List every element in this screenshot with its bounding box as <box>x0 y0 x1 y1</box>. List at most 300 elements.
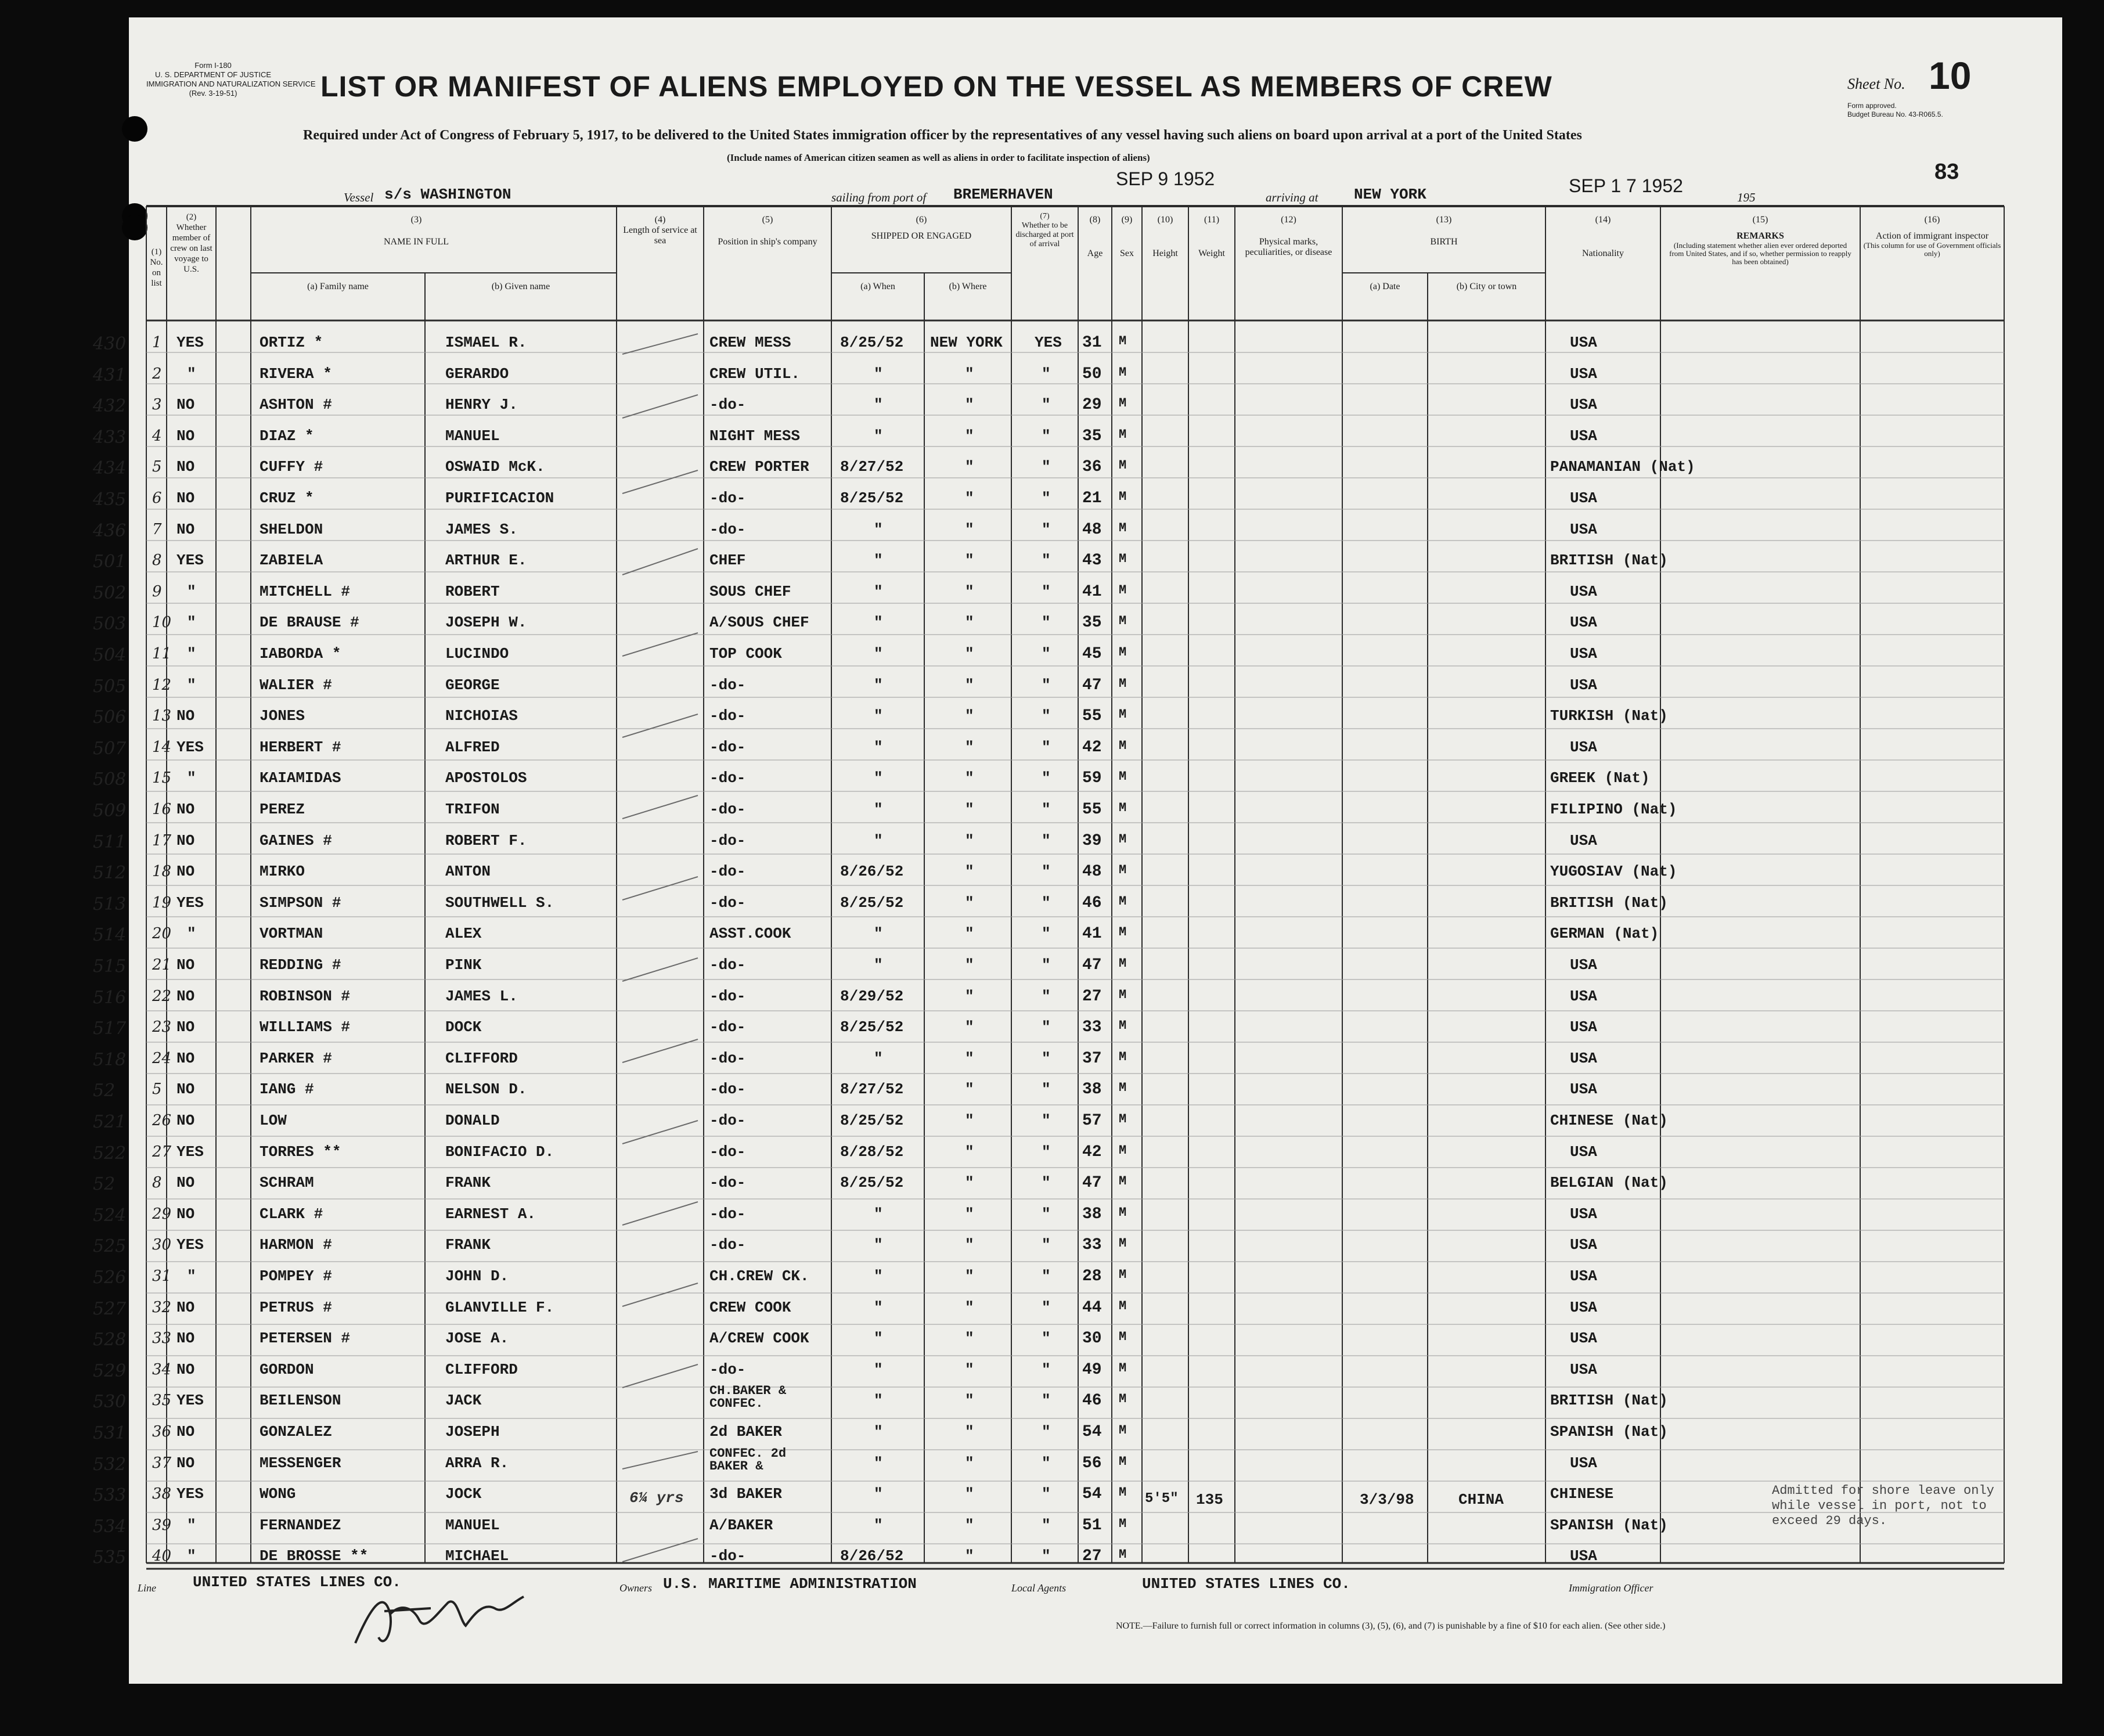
row-number: 2 <box>152 365 162 383</box>
shipped-when-cell: " <box>874 520 883 538</box>
given-name-cell: BONIFACIO D. <box>445 1143 554 1161</box>
family-name-cell: HERBERT # <box>260 738 341 756</box>
row-ref-number: 503 <box>93 614 127 635</box>
family-name-cell: PETRUS # <box>260 1298 332 1316</box>
vessel-name: s/s WASHINGTON <box>384 186 511 203</box>
shipped-where-cell: " <box>965 1298 974 1316</box>
discharge-cell: " <box>1042 1112 1051 1129</box>
row-number: 8 <box>152 552 162 570</box>
header-service <box>617 215 704 246</box>
shipped-when-cell: 8/27/52 <box>840 1081 904 1098</box>
discharge-cell: " <box>1042 614 1051 632</box>
nationality-cell: USA <box>1570 1360 1597 1378</box>
position-cell: CONFEC. 2d BAKER & <box>709 1446 787 1474</box>
age-cell: 43 <box>1082 552 1102 570</box>
shipped-when-cell: " <box>874 614 883 632</box>
agents-label: Local Agents <box>1011 1582 1067 1594</box>
discharge-cell: " <box>1042 1298 1051 1316</box>
shipped-where-cell: " <box>965 1423 974 1440</box>
row-number: 12 <box>152 676 172 694</box>
given-name-cell: JAMES S. <box>445 520 518 538</box>
shipped-when-cell: " <box>874 769 883 787</box>
sailing-label: sailing from port of <box>831 190 927 204</box>
prior-voyage-cell: NO <box>176 1360 195 1378</box>
row-ref-number: 527 <box>93 1298 127 1319</box>
position-cell: SOUS CHEF <box>709 582 791 600</box>
shipped-where-cell: " <box>965 676 974 694</box>
family-name-cell: ZABIELA <box>260 552 323 570</box>
given-name-cell: MANUEL <box>445 1516 500 1534</box>
row-number: 21 <box>152 956 172 974</box>
family-name-cell: GONZALEZ <box>260 1423 332 1440</box>
nationality-cell: USA <box>1570 365 1597 383</box>
shipped-where-cell: " <box>965 1049 974 1067</box>
row-number: 34 <box>152 1360 172 1378</box>
sex-cell: M <box>1119 520 1127 535</box>
discharge-cell: " <box>1042 1547 1051 1565</box>
family-name-cell: SIMPSON # <box>260 894 341 912</box>
header-discharge-label: Whether to be discharged at port of arrival <box>1015 221 1074 248</box>
given-name-cell: ROBERT <box>445 582 500 600</box>
discharge-cell: " <box>1042 582 1051 600</box>
shipped-when-cell: " <box>874 707 883 725</box>
prior-voyage-cell: NO <box>176 396 195 414</box>
row-ref-number: 432 <box>93 396 127 417</box>
given-name-cell: JACK <box>445 1392 482 1410</box>
row-number: 3 <box>152 396 162 414</box>
family-name-cell: TORRES ** <box>260 1143 341 1161</box>
given-name-cell: JAMES L. <box>445 987 518 1005</box>
discharge-cell: " <box>1042 489 1051 507</box>
nationality-cell: USA <box>1570 645 1597 662</box>
family-name-cell: PEREZ <box>260 801 305 818</box>
sex-cell: M <box>1119 1547 1127 1562</box>
discharge-cell: " <box>1042 552 1051 570</box>
prior-voyage-cell: " <box>187 1547 196 1565</box>
header-position-num: (5) <box>762 215 773 225</box>
discharge-cell: " <box>1042 1143 1051 1161</box>
header-weight <box>1188 215 1235 259</box>
row-ref-number: 513 <box>93 894 127 914</box>
age-cell: 56 <box>1082 1454 1102 1472</box>
row-number: 13 <box>152 707 172 725</box>
shipped-where-cell: " <box>965 956 974 974</box>
shipped-where-cell: " <box>965 458 974 476</box>
row-number: 33 <box>152 1330 172 1348</box>
shipped-where-cell: " <box>965 1174 974 1192</box>
given-name-cell: OSWAID McK. <box>445 458 545 476</box>
sex-cell: M <box>1119 1516 1127 1531</box>
shipped-when-cell: " <box>874 1516 883 1534</box>
sex-cell: M <box>1119 831 1127 847</box>
row-ref-number: 435 <box>93 489 127 510</box>
header-name-label: NAME IN FULL <box>384 237 449 247</box>
position-cell: -do- <box>709 769 746 787</box>
discharge-cell: " <box>1042 769 1051 787</box>
family-name-cell: ASHTON # <box>260 396 332 414</box>
header-age-label: Age <box>1087 248 1103 258</box>
prior-voyage-cell: YES <box>176 1143 204 1161</box>
age-cell: 48 <box>1082 863 1102 881</box>
header-nationality-num: (14) <box>1595 215 1611 225</box>
row-number: 31 <box>152 1267 172 1285</box>
discharge-cell: " <box>1042 1049 1051 1067</box>
row-number: 37 <box>152 1454 172 1472</box>
nationality-cell: TURKISH (Nat) <box>1550 707 1668 725</box>
revision: (Rev. 3-19-51) <box>189 89 237 98</box>
prior-voyage-cell: NO <box>176 1174 195 1192</box>
nationality-cell: USA <box>1570 1330 1597 1348</box>
given-name-cell: DONALD <box>445 1112 500 1129</box>
row-number: 19 <box>152 894 172 912</box>
family-name-cell: REDDING # <box>260 956 341 974</box>
shipped-where-cell: " <box>965 1454 974 1472</box>
position-cell: -do- <box>709 707 746 725</box>
age-cell: 35 <box>1082 427 1102 445</box>
header-sex-num: (9) <box>1121 215 1133 225</box>
family-name-cell: PETERSEN # <box>260 1330 351 1348</box>
sex-cell: M <box>1119 1392 1127 1407</box>
row-number: 14 <box>152 738 172 756</box>
sex-cell: M <box>1119 956 1127 971</box>
prior-voyage-cell: NO <box>176 956 195 974</box>
row-number: 6 <box>152 489 162 507</box>
given-name-cell: MANUEL <box>445 427 500 445</box>
nationality-cell: FILIPINO (Nat) <box>1550 801 1677 818</box>
row-number: 27 <box>152 1143 172 1161</box>
prior-voyage-cell: YES <box>176 1485 204 1503</box>
nationality-cell: USA <box>1570 1049 1597 1067</box>
discharge-cell: " <box>1042 520 1051 538</box>
prior-voyage-cell: " <box>187 676 196 694</box>
position-cell: A/SOUS CHEF <box>709 614 809 632</box>
row-number: 32 <box>152 1298 172 1316</box>
given-name-cell: FRANK <box>445 1236 491 1254</box>
discharge-cell: " <box>1042 987 1051 1005</box>
prior-voyage-cell: NO <box>176 1081 195 1098</box>
header-discharge <box>1011 212 1078 249</box>
row-ref-number: 530 <box>93 1392 127 1413</box>
given-name-cell: MICHAEL <box>445 1547 509 1565</box>
row-ref-number: 529 <box>93 1360 127 1381</box>
header-physical-marks-num: (12) <box>1281 215 1296 225</box>
row-ref-number: 502 <box>93 582 127 603</box>
family-name-cell: SHELDON <box>260 520 323 538</box>
approved-line: Form approved. <box>1847 102 1897 110</box>
header-nationality-label: Nationality <box>1582 248 1624 258</box>
family-name-cell: ROBINSON # <box>260 987 351 1005</box>
shipped-where-cell: " <box>965 987 974 1005</box>
position-cell: CH.BAKER & CONFEC. <box>709 1384 787 1411</box>
shipped-when-cell: " <box>874 1049 883 1067</box>
discharge-cell: " <box>1042 894 1051 912</box>
sex-cell: M <box>1119 489 1127 504</box>
family-name-cell: SCHRAM <box>260 1174 314 1192</box>
owners-value: U.S. MARITIME ADMINISTRATION <box>663 1575 917 1593</box>
position-cell: ASST.COOK <box>709 925 791 943</box>
shipped-when-cell: 8/25/52 <box>840 894 904 912</box>
position-cell: -do- <box>709 1018 746 1036</box>
sex-cell: M <box>1119 458 1127 473</box>
header-remarks-num: (15) <box>1752 215 1768 225</box>
subtitle-note: (Include names of American citizen seamen as well as aliens in order to facilitate inspection of aliens) <box>727 152 1150 163</box>
shipped-when-cell: 8/25/52 <box>840 489 904 507</box>
nationality-cell: USA <box>1570 1298 1597 1316</box>
family-name-cell: VORTMAN <box>260 925 323 943</box>
sheet-number: 10 <box>1929 54 1972 97</box>
shipped-when-cell: " <box>874 1236 883 1254</box>
row-ref-number: 533 <box>93 1485 127 1506</box>
discharge-cell: " <box>1042 1174 1051 1192</box>
shipped-when-cell: " <box>874 1423 883 1440</box>
header-shipped <box>831 215 1011 242</box>
birth-city-wong: CHINA <box>1458 1491 1504 1508</box>
row-ref-number: 525 <box>93 1236 127 1257</box>
nationality-cell: USA <box>1570 1236 1597 1254</box>
nationality-cell: SPANISH (Nat) <box>1550 1423 1668 1440</box>
position-cell: -do- <box>709 1143 746 1161</box>
position-cell: -do- <box>709 1547 746 1565</box>
sex-cell: M <box>1119 707 1127 722</box>
shipped-where-cell: " <box>965 427 974 445</box>
header-birth <box>1342 215 1545 247</box>
header-physical-marks <box>1235 215 1342 258</box>
discharge-cell: " <box>1042 1236 1051 1254</box>
given-name-cell: EARNEST A. <box>445 1205 536 1223</box>
prior-voyage-cell: " <box>187 769 196 787</box>
sex-cell: M <box>1119 1205 1127 1220</box>
row-ref-number: 524 <box>93 1205 127 1226</box>
position-cell: A/BAKER <box>709 1516 773 1534</box>
manifest-sheet <box>93 17 2062 1684</box>
sex-cell: M <box>1119 1267 1127 1282</box>
position-cell: -do- <box>709 801 746 818</box>
age-cell: 47 <box>1082 676 1102 694</box>
sex-cell: M <box>1119 676 1127 691</box>
discharge-cell: YES <box>1035 334 1062 351</box>
shipped-when-cell: 8/29/52 <box>840 987 904 1005</box>
position-cell: TOP COOK <box>709 645 782 662</box>
shipped-where-cell: " <box>965 1236 974 1254</box>
service: IMMIGRATION AND NATURALIZATION SERVICE <box>146 80 316 88</box>
sex-cell: M <box>1119 1049 1127 1064</box>
family-name-cell: CLARK # <box>260 1205 323 1223</box>
family-name-cell: MITCHELL # <box>260 582 351 600</box>
given-name-cell: NICHOIAS <box>445 707 518 725</box>
shipped-when-cell: " <box>874 645 883 662</box>
given-name-cell: FRANK <box>445 1174 491 1192</box>
row-number: 17 <box>152 831 172 849</box>
position-cell: NIGHT MESS <box>709 427 801 445</box>
row-ref-number: 431 <box>93 365 127 386</box>
family-name-cell: KAIAMIDAS <box>260 769 341 787</box>
shipped-when-cell: 8/27/52 <box>840 458 904 476</box>
discharge-cell: " <box>1042 956 1051 974</box>
row-ref-number: 506 <box>93 707 127 728</box>
prior-voyage-cell: " <box>187 582 196 600</box>
nationality-cell: USA <box>1570 614 1597 632</box>
sex-cell: M <box>1119 987 1127 1002</box>
row-ref-number: 514 <box>93 925 127 946</box>
family-name-cell: IABORDA * <box>260 645 341 662</box>
header-birth-city: (b) City or town <box>1456 282 1517 291</box>
sex-cell: M <box>1119 1298 1127 1313</box>
discharge-cell: " <box>1042 1360 1051 1378</box>
header-nationality <box>1545 215 1660 259</box>
header-prior-voyage-label: Whether member of crew on last voyage to U.S. <box>170 223 212 274</box>
shipped-where-cell: " <box>965 552 974 570</box>
discharge-cell: " <box>1042 1423 1051 1440</box>
position-cell: -do- <box>709 1049 746 1067</box>
family-name-cell: POMPEY # <box>260 1267 332 1285</box>
family-name-cell: WONG <box>260 1485 296 1503</box>
shipped-where-cell: " <box>965 1143 974 1161</box>
row-ref-number: 504 <box>93 645 127 665</box>
shipped-when-cell: 8/25/52 <box>840 1174 904 1192</box>
nationality-cell: PANAMANIAN (Nat) <box>1550 458 1695 476</box>
row-number: 20 <box>152 925 172 943</box>
shipped-where-cell: " <box>965 863 974 881</box>
prior-voyage-cell: NO <box>176 427 195 445</box>
age-cell: 36 <box>1082 458 1102 477</box>
discharge-cell: " <box>1042 707 1051 725</box>
position-cell: 2d BAKER <box>709 1423 782 1440</box>
discharge-cell: " <box>1042 645 1051 662</box>
shipped-where-cell: " <box>965 520 974 538</box>
sex-cell: M <box>1119 365 1127 380</box>
sex-cell: M <box>1119 1330 1127 1345</box>
prior-voyage-cell: NO <box>176 1298 195 1316</box>
age-cell: 29 <box>1082 396 1102 415</box>
position-cell: -do- <box>709 520 746 538</box>
header-remarks <box>1660 215 1860 266</box>
position-cell: -do- <box>709 1174 746 1192</box>
shipped-when-cell: " <box>874 1205 883 1223</box>
position-cell: -do- <box>709 738 746 756</box>
line-value: UNITED STATES LINES CO. <box>193 1573 401 1591</box>
row-ref-number: 512 <box>93 863 127 884</box>
row-ref-number: 507 <box>93 738 127 759</box>
nationality-cell: USA <box>1570 1547 1597 1565</box>
sex-cell: M <box>1119 1112 1127 1126</box>
discharge-cell: " <box>1042 925 1051 943</box>
family-name-cell: MESSENGER <box>260 1454 341 1472</box>
position-cell: -do- <box>709 676 746 694</box>
discharge-cell: " <box>1042 863 1051 881</box>
sex-cell: M <box>1119 427 1127 442</box>
nationality-cell: USA <box>1570 738 1597 756</box>
nationality-cell: BRITISH (Nat) <box>1550 552 1668 570</box>
header-discharge-num: (7) <box>1040 212 1050 221</box>
nationality-cell: BELGIAN (Nat) <box>1550 1174 1668 1192</box>
shipped-where-cell: " <box>965 489 974 507</box>
remark-wong: Admitted for shore leave only while vessel in port, not to exceed 29 days. <box>1772 1483 1994 1528</box>
family-name-cell: MIRKO <box>260 863 305 881</box>
row-ref-number: 430 <box>93 334 127 354</box>
sex-cell: M <box>1119 1174 1127 1189</box>
family-name-cell: GORDON <box>260 1360 314 1378</box>
age-cell: 37 <box>1082 1049 1102 1068</box>
shipped-when-cell: 8/25/52 <box>840 1112 904 1129</box>
prior-voyage-cell: NO <box>176 1205 195 1223</box>
nationality-cell: USA <box>1570 1454 1597 1472</box>
shipped-when-cell: 8/25/52 <box>840 334 904 351</box>
age-cell: 50 <box>1082 365 1102 383</box>
age-cell: 28 <box>1082 1267 1102 1285</box>
header-when: (a) When <box>860 282 895 291</box>
row-ref-number: 531 <box>93 1423 127 1443</box>
row-ref-number: 535 <box>93 1547 127 1568</box>
sex-cell: M <box>1119 1423 1127 1438</box>
birth-date-wong: 3/3/98 <box>1360 1491 1414 1508</box>
header-age-num: (8) <box>1089 215 1101 225</box>
position-cell: A/CREW COOK <box>709 1330 809 1348</box>
sex-cell: M <box>1119 894 1127 909</box>
row-ref-number: 509 <box>93 801 127 821</box>
header-inspector <box>1860 215 2004 258</box>
given-name-cell: CLIFFORD <box>445 1360 518 1378</box>
row-number: 30 <box>152 1236 172 1254</box>
age-cell: 44 <box>1082 1298 1102 1317</box>
header-name <box>216 215 617 247</box>
age-cell: 48 <box>1082 520 1102 539</box>
family-name-cell: PARKER # <box>260 1049 332 1067</box>
header-no <box>146 247 167 289</box>
line-label: Line <box>138 1582 157 1594</box>
subtitle: Required under Act of Congress of February 5, 1917, to be delivered to the United States immigration officer by the representatives of any vessel having such aliens on board upon arrival at a port of the United States <box>303 128 1582 143</box>
age-cell: 46 <box>1082 1392 1102 1410</box>
nationality-cell: USA <box>1570 334 1597 351</box>
row-number: 26 <box>152 1112 172 1129</box>
header-remarks-label: REMARKS <box>1736 231 1784 241</box>
header-birth-label: BIRTH <box>1430 237 1458 247</box>
row-number: 1 <box>152 334 162 351</box>
prior-voyage-cell: YES <box>176 1392 204 1410</box>
header-remarks-note: (Including statement whether alien ever ordered deported from United States, and if so, whether permission to reapply has been obtained) <box>1669 241 1851 266</box>
discharge-cell: " <box>1042 1081 1051 1098</box>
family-name-cell: DE BROSSE ** <box>260 1547 369 1565</box>
age-cell: 38 <box>1082 1205 1102 1223</box>
shipped-where-cell: " <box>965 1081 974 1098</box>
row-ref-number: 517 <box>93 1018 127 1039</box>
year-suffix: 195 <box>1737 190 1756 204</box>
age-cell: 33 <box>1082 1018 1102 1037</box>
header-height-label: Height <box>1152 248 1178 258</box>
shipped-where-cell: " <box>965 645 974 662</box>
family-name-cell: LOW <box>260 1112 287 1129</box>
age-cell: 41 <box>1082 582 1102 601</box>
form-number: Form I-180 <box>194 61 232 70</box>
prior-voyage-cell: " <box>187 365 196 383</box>
row-ref-number: 526 <box>93 1267 127 1288</box>
discharge-cell: " <box>1042 831 1051 849</box>
height-wong: 5'5" <box>1145 1491 1179 1507</box>
shipped-where-cell: " <box>965 738 974 756</box>
age-cell: 46 <box>1082 894 1102 912</box>
age-cell: 51 <box>1082 1516 1102 1535</box>
header-position <box>704 215 831 247</box>
row-number: 36 <box>152 1423 172 1440</box>
sex-cell: M <box>1119 614 1127 629</box>
shipped-when-cell: " <box>874 801 883 818</box>
row-number: 38 <box>152 1485 172 1503</box>
row-number: 5 <box>152 458 162 476</box>
shipped-when-cell: " <box>874 676 883 694</box>
row-number: 15 <box>152 769 172 787</box>
given-name-cell: ARTHUR E. <box>445 552 527 570</box>
nationality-cell: CHINESE (Nat) <box>1550 1112 1668 1129</box>
shipped-where-cell: " <box>965 365 974 383</box>
